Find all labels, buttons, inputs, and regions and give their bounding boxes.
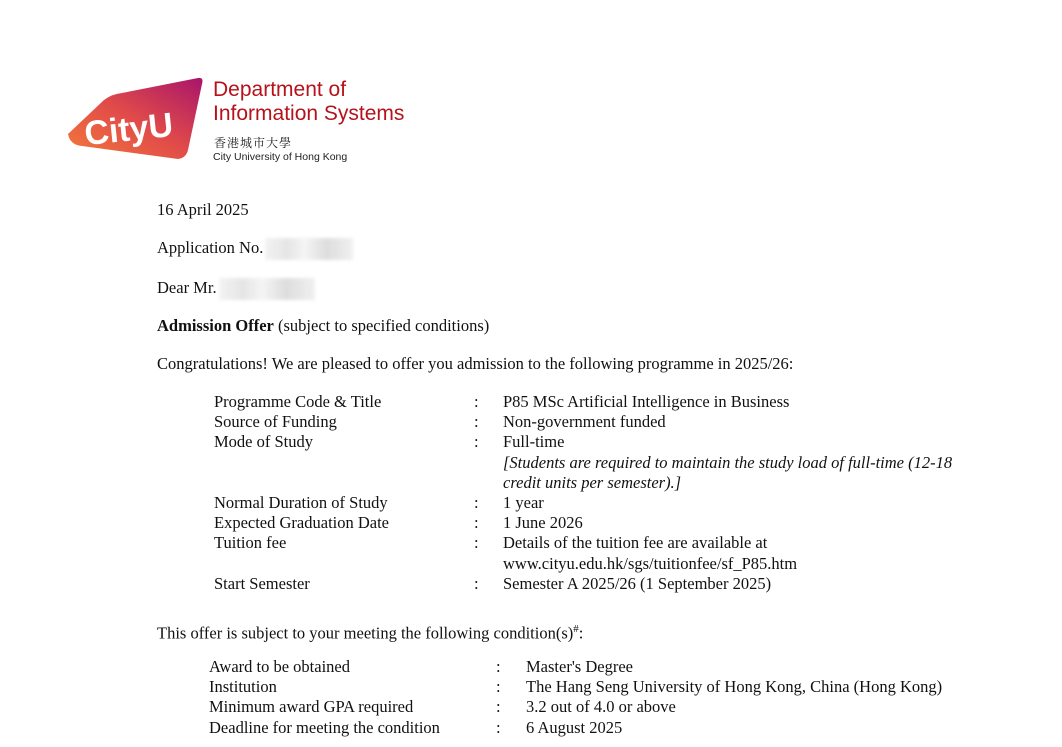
salutation-text: Dear Mr. (157, 278, 217, 297)
conditions-value: Master's Degree (526, 657, 633, 676)
conditions-value: 3.2 out of 4.0 or above (526, 697, 676, 717)
conditions-value: The Hang Seng University of Hong Kong, China (Hong Kong) (526, 677, 943, 697)
department-line2: Information Systems (213, 102, 405, 125)
conditions-label: Institution (209, 677, 277, 697)
university-chinese-name: 香港城市大學 (214, 136, 293, 150)
conditions-footnote-mark: # (573, 623, 579, 635)
programme-sep: : (474, 412, 479, 432)
programme-value: P85 MSc Artificial Intelligence in Business (503, 392, 790, 411)
programme-sep: : (474, 432, 479, 452)
programme-label: Mode of Study (214, 432, 313, 452)
offer-note: (subject to specified conditions) (273, 316, 490, 335)
conditions-sep: : (496, 677, 501, 697)
conditions-intro-text: This offer is subject to your meeting the following condition(s) (157, 623, 574, 643)
programme-sep: : (474, 573, 479, 593)
programme-label: Expected Graduation Date (214, 513, 390, 533)
redacted-application-number (265, 238, 353, 260)
programme-label: Tuition fee (214, 533, 287, 553)
department-name (213, 78, 404, 126)
congratulations-text: Congratulations! We are pleased to offer you admission to the following programme in 2025/26: (157, 354, 794, 373)
conditions-intro (157, 619, 583, 644)
programme-value: Semester A 2025/26 (1 September 2025) (503, 573, 772, 593)
cityu-logo-mark (64, 76, 206, 164)
conditions-label: Deadline for meeting the condition (209, 717, 440, 737)
programme-label: Programme Code & Title (214, 392, 382, 411)
programme-value: [Students are required to maintain the study load of full-time (12-18 (503, 452, 953, 472)
offer-heading (157, 316, 489, 336)
programme-label: Normal Duration of Study (214, 492, 388, 512)
programme-value: 1 June 2026 (503, 513, 583, 533)
programme-label: Start Semester (214, 573, 310, 593)
conditions-sep: : (496, 657, 501, 676)
programme-value: Full-time (503, 432, 565, 452)
cityu-logo (64, 76, 424, 168)
programme-value: 1 year (503, 492, 544, 512)
department-line1: Department of (213, 78, 347, 101)
letter-date: 16 April 2025 (157, 200, 249, 219)
salutation (157, 278, 315, 300)
conditions-sep: : (496, 717, 501, 737)
programme-sep: : (474, 492, 479, 512)
redacted-name (219, 278, 315, 300)
conditions-colon: : (578, 623, 584, 643)
application-number (157, 238, 353, 260)
conditions-label: Minimum award GPA required (209, 697, 414, 717)
programme-label: Source of Funding (214, 412, 337, 432)
conditions-sep: : (496, 697, 501, 717)
programme-sep: : (474, 533, 479, 553)
logo-text: CityU (82, 106, 175, 154)
university-english-name: City University of Hong Kong (213, 151, 348, 163)
programme-sep: : (474, 513, 479, 533)
programme-sep: : (474, 392, 479, 411)
programme-value: credit units per semester).] (503, 472, 682, 492)
conditions-value: 6 August 2025 (526, 717, 623, 737)
conditions-label: Award to be obtained (209, 657, 350, 676)
programme-value: Details of the tuition fee are available at (503, 533, 768, 553)
application-label: Application No. (157, 238, 264, 257)
offer-title: Admission Offer (157, 316, 274, 335)
programme-value: Non-government funded (503, 412, 666, 432)
programme-value: www.cityu.edu.hk/sgs/tuitionfee/sf_P85.htm (503, 553, 798, 573)
